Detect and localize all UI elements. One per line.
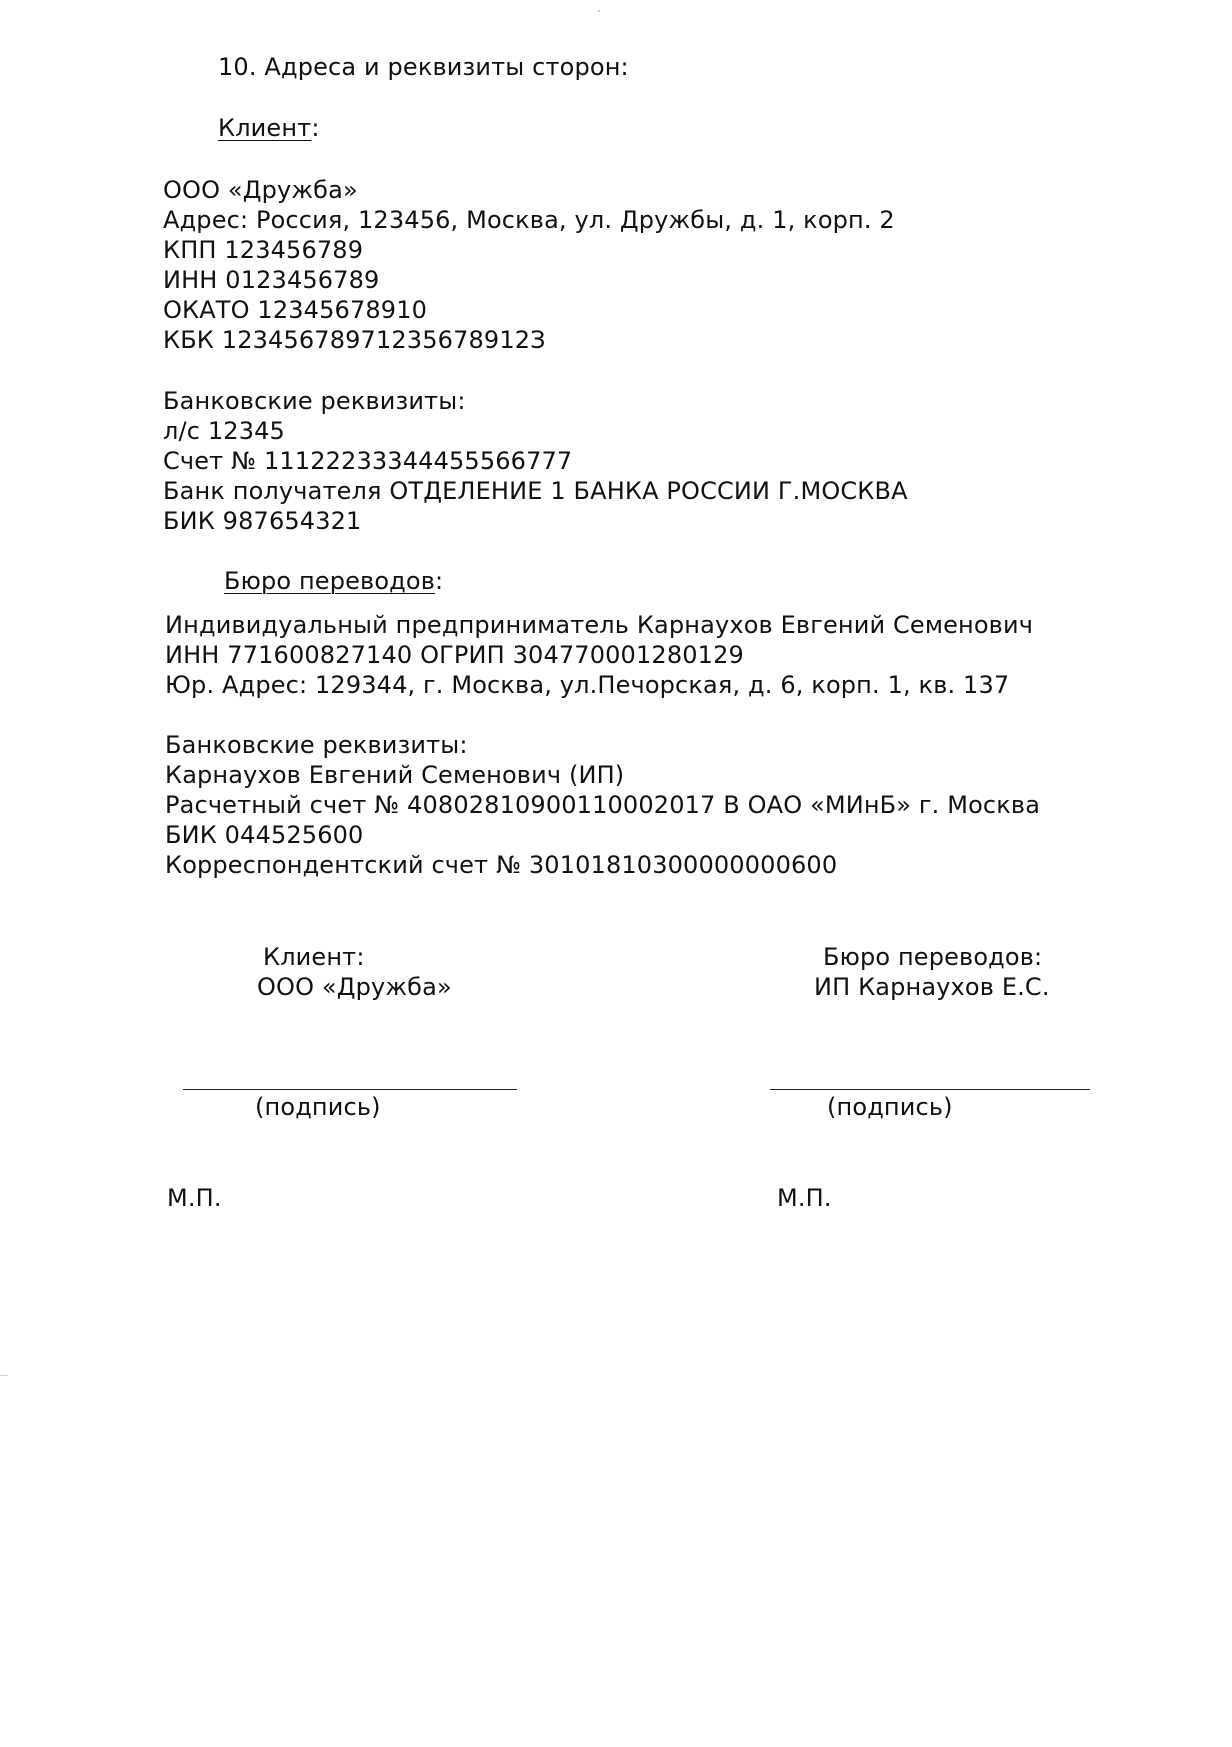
client-bank-heading: Банковские реквизиты: [163,387,466,415]
bureau-heading: Бюро переводов [224,567,436,595]
bureau-holder: Карнаухов Евгений Семенович (ИП) [165,761,625,789]
client-heading-colon: : [311,114,320,142]
client-ls: л/с 12345 [163,417,285,445]
section-title: 10. Адреса и реквизиты сторон: [218,53,629,81]
bureau-bik: БИК 044525600 [165,821,364,849]
signature-line-client [183,1089,517,1090]
client-kpp: КПП 123456789 [163,236,364,264]
bureau-account: Расчетный счет № 40802810900110002017 В ОАО «МИнБ» г. Москва [165,791,1041,819]
client-address: Адрес: Россия, 123456, Москва, ул. Дружбы, д. 1, корп. 2 [163,206,895,234]
bureau-inn-ogrip: ИНН 771600827140 ОГРИП 304770001280129 [165,641,744,669]
signature-client-name: ООО «Дружба» [257,973,452,1001]
client-heading: Клиент [218,114,312,142]
bureau-address: Юр. Адрес: 129344, г. Москва, ул.Печорская, д. 6, корп. 1, кв. 137 [165,671,1010,699]
client-name: ООО «Дружба» [163,176,358,204]
signature-caption-bureau: (подпись) [827,1093,953,1121]
client-bik: БИК 987654321 [163,507,362,535]
bureau-name: Индивидуальный предприниматель Карнаухов Евгений Семенович [165,611,1034,639]
client-heading-line [218,113,320,143]
client-inn: ИНН 0123456789 [163,266,380,294]
signature-caption-client: (подпись) [255,1093,381,1121]
bureau-corr-account: Корреспондентский счет № 30101810300000000600 [165,851,838,879]
signature-bureau-name: ИП Карнаухов Е.С. [814,973,1050,1001]
bureau-heading-colon: : [435,567,444,595]
signature-line-bureau [770,1089,1090,1090]
scan-artifact-left [0,1375,8,1376]
scan-artifact-top [598,10,600,12]
bureau-heading-line [224,566,443,596]
client-okato: ОКАТО 12345678910 [163,296,428,324]
bureau-bank-heading: Банковские реквизиты: [165,731,468,759]
client-account: Счет № 11122233344455566777 [163,447,573,475]
signature-client-label: Клиент: [263,943,365,971]
client-kbk: КБК 12345678971235678912З [163,326,546,354]
client-bank: Банк получателя ОТДЕЛЕНИЕ 1 БАНКА РОССИИ Г.МОСКВА [163,477,908,505]
stamp-bureau: М.П. [777,1184,832,1212]
stamp-client: М.П. [167,1184,222,1212]
signature-bureau-label: Бюро переводов: [823,943,1043,971]
